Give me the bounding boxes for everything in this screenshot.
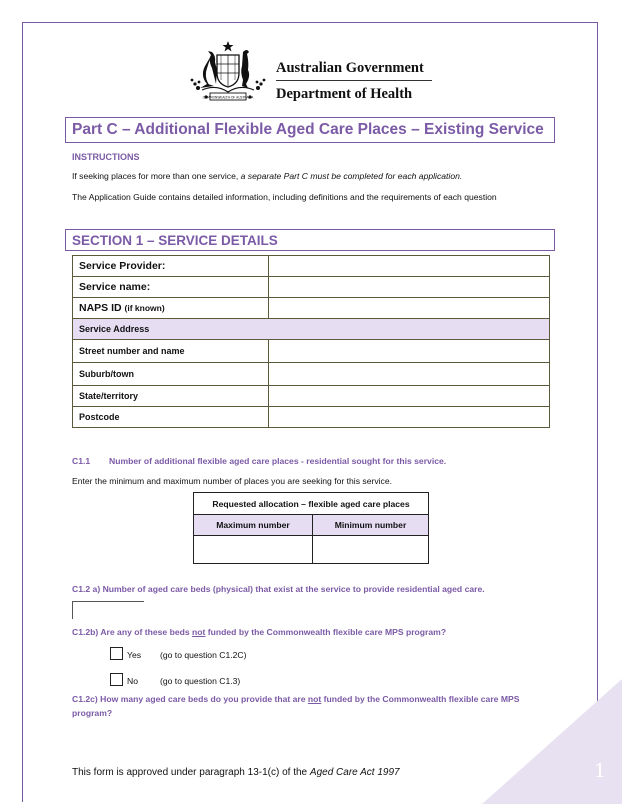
no-hint: (go to question C1.3) bbox=[160, 676, 241, 686]
naps-id-hint: (if known) bbox=[124, 303, 165, 313]
question-c1-2c-after: funded by the Commonwealth flexible care MPS program? bbox=[72, 694, 520, 718]
table-row bbox=[194, 493, 429, 515]
question-c1-2b-after: funded by the Commonwealth flexible care MPS program? bbox=[205, 627, 447, 637]
no-option bbox=[110, 673, 240, 686]
instructions-heading: INSTRUCTIONS bbox=[72, 152, 140, 162]
crest-motto: COMMONWEALTH OF AUSTRALIA bbox=[202, 95, 254, 100]
question-c1-2b-underline: not bbox=[192, 627, 206, 637]
question-c1-1-number: C1.1 bbox=[72, 456, 91, 466]
min-number-header: Minimum number bbox=[313, 515, 429, 536]
table-row bbox=[194, 515, 429, 536]
table-row bbox=[194, 536, 429, 564]
footer-text: This form is approved under paragraph 13-1(c) of the bbox=[72, 767, 310, 778]
state-field[interactable] bbox=[269, 386, 550, 407]
government-name: Australian Government bbox=[276, 60, 424, 76]
question-c1-2c-before: C1.2c) How many aged care beds do you provide that are bbox=[72, 694, 308, 704]
service-name-field[interactable] bbox=[269, 277, 550, 298]
service-address-heading: Service Address bbox=[73, 319, 550, 340]
question-c1-1 bbox=[72, 456, 446, 466]
postcode-field[interactable] bbox=[269, 407, 550, 428]
suburb-field[interactable] bbox=[269, 363, 550, 386]
question-c1-1-text: Number of additional flexible aged care places - residential sought for this service. bbox=[109, 456, 447, 466]
max-number-header: Maximum number bbox=[194, 515, 313, 536]
service-provider-label: Service Provider: bbox=[73, 256, 269, 277]
yes-checkbox[interactable] bbox=[110, 647, 123, 660]
service-name-label: Service name: bbox=[73, 277, 269, 298]
question-c1-2c bbox=[72, 692, 552, 720]
footer-note bbox=[72, 767, 400, 778]
instructions-line-2: The Application Guide contains detailed information, including definitions and the requirements of each question bbox=[72, 192, 497, 202]
question-c1-1-instruction: Enter the minimum and maximum number of places you are seeking for this service. bbox=[72, 476, 393, 486]
logo-divider bbox=[276, 80, 432, 81]
section-1-title: SECTION 1 – SERVICE DETAILS bbox=[65, 229, 555, 251]
question-c1-2c-underline: not bbox=[307, 694, 322, 704]
table-row bbox=[73, 298, 550, 319]
min-number-field[interactable] bbox=[313, 536, 429, 564]
yes-label: Yes bbox=[127, 650, 142, 660]
table-row bbox=[73, 277, 550, 298]
service-details-table bbox=[72, 255, 550, 428]
street-field[interactable] bbox=[269, 340, 550, 363]
table-row bbox=[73, 256, 550, 277]
table-row bbox=[73, 386, 550, 407]
state-label: State/territory bbox=[73, 386, 269, 407]
no-checkbox[interactable] bbox=[110, 673, 123, 686]
naps-id-text: NAPS ID bbox=[79, 302, 122, 314]
instructions-line-1-italic: a separate Part C must be completed for each application. bbox=[240, 171, 463, 181]
suburb-label: Suburb/town bbox=[73, 363, 269, 386]
naps-id-label bbox=[73, 298, 269, 319]
question-c1-2b bbox=[72, 627, 446, 637]
table-row bbox=[73, 340, 550, 363]
department-name: Department of Health bbox=[276, 86, 413, 102]
page-number: 1 bbox=[593, 760, 606, 782]
instructions-line-1-plain: If seeking places for more than one service, bbox=[72, 171, 241, 181]
government-logo bbox=[186, 40, 436, 106]
question-c1-2a: C1.2 a) Number of aged care beds (physical) that exist at the service to provide residential aged care. bbox=[72, 584, 485, 594]
no-label: No bbox=[127, 676, 138, 686]
coat-of-arms-icon bbox=[186, 40, 270, 104]
max-number-field[interactable] bbox=[194, 536, 313, 564]
service-provider-field[interactable] bbox=[269, 256, 550, 277]
allocation-table bbox=[193, 492, 429, 564]
instructions-line-1 bbox=[72, 171, 462, 181]
postcode-label: Postcode bbox=[73, 407, 269, 428]
yes-hint: (go to question C1.2C) bbox=[160, 650, 247, 660]
yes-option bbox=[110, 647, 246, 660]
allocation-table-header: Requested allocation – flexible aged care places bbox=[194, 493, 429, 515]
table-row bbox=[73, 407, 550, 428]
naps-id-field[interactable] bbox=[269, 298, 550, 319]
table-row bbox=[73, 363, 550, 386]
street-label: Street number and name bbox=[73, 340, 269, 363]
beds-count-field[interactable] bbox=[72, 601, 144, 619]
footer-act: Aged Care Act 1997 bbox=[309, 767, 400, 778]
part-title: Part C – Additional Flexible Aged Care Places – Existing Service bbox=[65, 117, 555, 143]
table-row bbox=[73, 319, 550, 340]
question-c1-2b-before: C1.2b) Are any of these beds bbox=[72, 627, 193, 637]
